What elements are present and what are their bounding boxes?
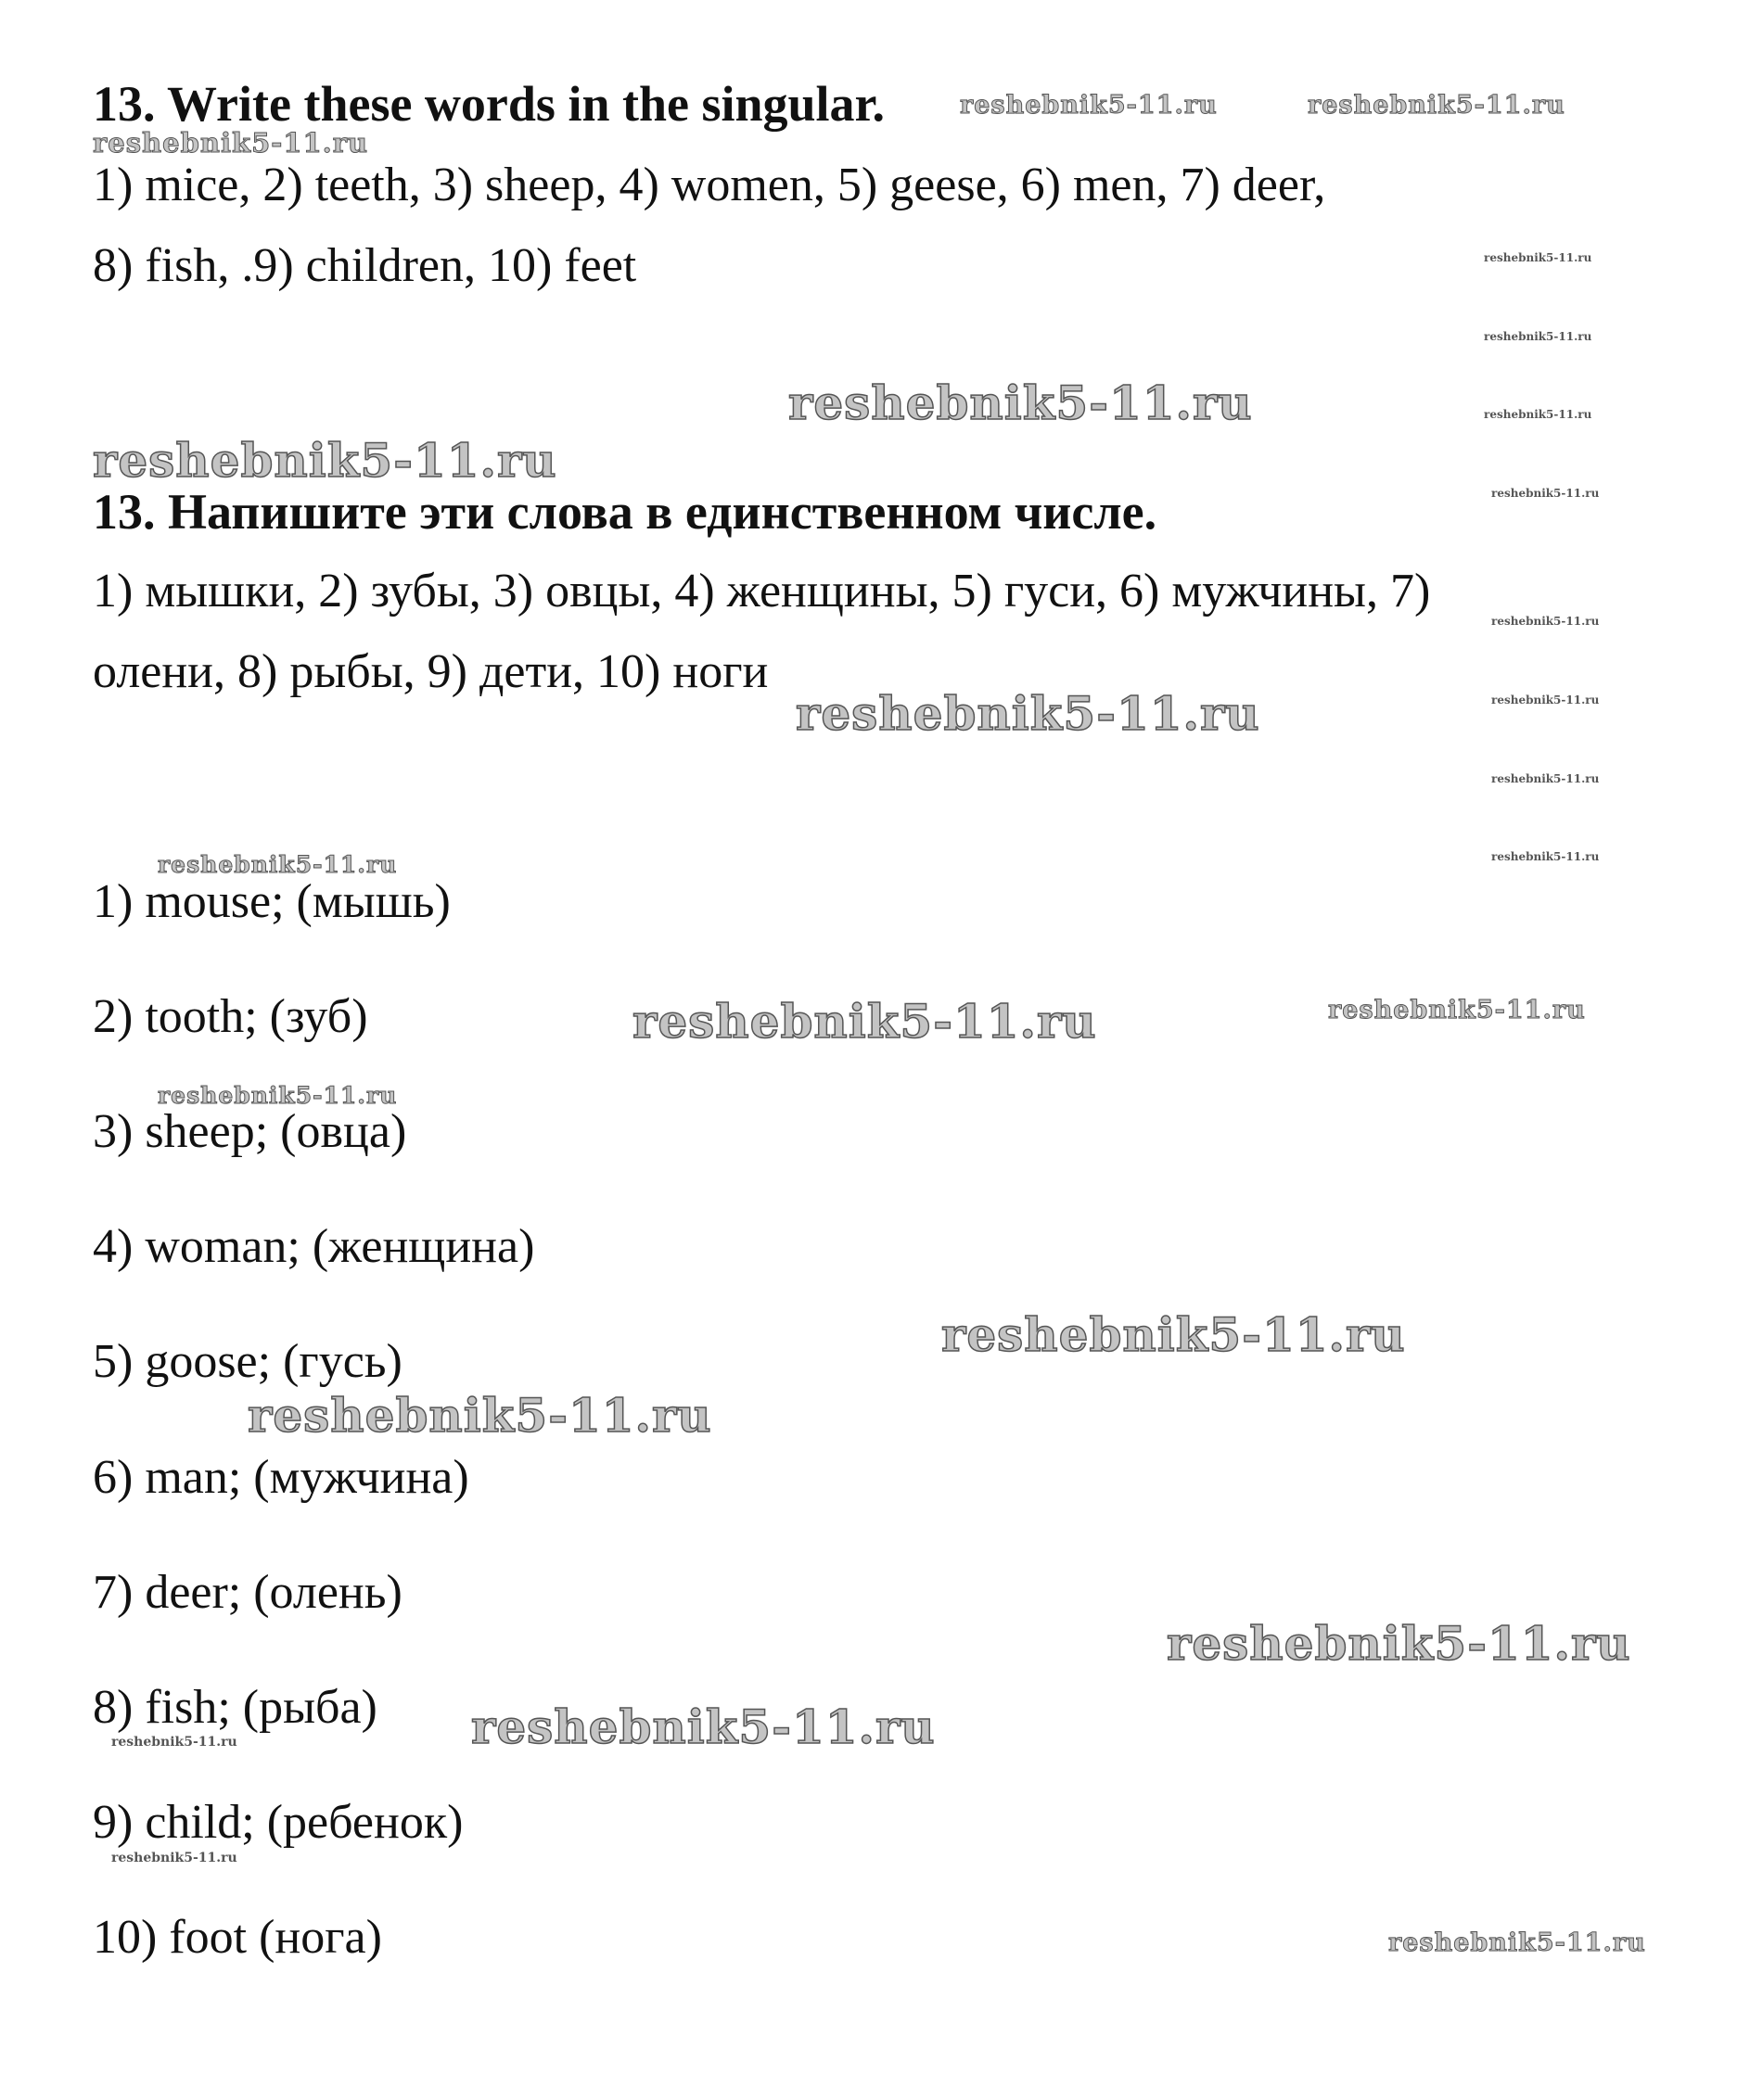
answer-item: 5) goose; (гусь) xyxy=(93,1335,402,1388)
answer-item: 4) woman; (женщина) xyxy=(93,1220,535,1273)
answer-item: 3) sheep; (овца) xyxy=(93,1105,407,1158)
watermark: reshebnik5-11.ru xyxy=(788,375,1253,430)
watermark: reshebnik5-11.ru xyxy=(248,1388,712,1443)
watermark: reshebnik5-11.ru xyxy=(111,1735,237,1750)
answer-item: 9) child; (ребенок) xyxy=(93,1796,464,1849)
english-word-list-line-2: 8) fish, .9) children, 10) feet xyxy=(93,239,637,292)
watermark: reshebnik5-11.ru xyxy=(1388,1928,1646,1957)
watermark: reshebnik5-11.ru xyxy=(960,91,1218,120)
watermark: reshebnik5-11.ru xyxy=(1491,850,1600,863)
answer-item: 7) deer; (олень) xyxy=(93,1566,402,1619)
english-word-list-line-1: 1) mice, 2) teeth, 3) sheep, 4) women, 5) geese, 6) men, 7) deer, xyxy=(93,159,1326,211)
watermark: reshebnik5-11.ru xyxy=(1491,615,1600,628)
watermark: reshebnik5-11.ru xyxy=(1484,251,1592,264)
watermark: reshebnik5-11.ru xyxy=(1484,408,1592,421)
answer-item: 2) tooth; (зуб) xyxy=(93,990,368,1043)
watermark: reshebnik5-11.ru xyxy=(1491,487,1600,500)
watermark: reshebnik5-11.ru xyxy=(1308,91,1565,120)
watermark: reshebnik5-11.ru xyxy=(1491,772,1600,785)
watermark: reshebnik5-11.ru xyxy=(158,851,398,878)
watermark: reshebnik5-11.ru xyxy=(93,127,369,159)
watermark: reshebnik5-11.ru xyxy=(941,1307,1406,1362)
watermark: reshebnik5-11.ru xyxy=(1328,996,1586,1025)
watermark: reshebnik5-11.ru xyxy=(632,994,1097,1049)
watermark: reshebnik5-11.ru xyxy=(1484,330,1592,343)
answer-item: 6) man; (мужчина) xyxy=(93,1451,469,1504)
russian-heading: 13. Напишите эти слова в единственном числе. xyxy=(93,484,1157,540)
english-heading: 13. Write these words in the singular. xyxy=(93,76,886,132)
russian-word-list-line-2: олени, 8) рыбы, 9) дети, 10) ноги xyxy=(93,645,769,698)
russian-word-list-line-1: 1) мышки, 2) зубы, 3) овцы, 4) женщины, 5) гуси, 6) мужчины, 7) xyxy=(93,565,1431,617)
answer-item: 8) fish; (рыба) xyxy=(93,1681,377,1734)
watermark: reshebnik5-11.ru xyxy=(471,1699,936,1754)
watermark: reshebnik5-11.ru xyxy=(111,1851,237,1865)
watermark: reshebnik5-11.ru xyxy=(1167,1616,1631,1671)
watermark: reshebnik5-11.ru xyxy=(93,433,557,488)
watermark: reshebnik5-11.ru xyxy=(1491,694,1600,706)
watermark: reshebnik5-11.ru xyxy=(158,1082,398,1109)
answer-item: 10) foot (нога) xyxy=(93,1911,382,1964)
watermark: reshebnik5-11.ru xyxy=(796,686,1260,741)
answer-item: 1) mouse; (мышь) xyxy=(93,875,451,928)
